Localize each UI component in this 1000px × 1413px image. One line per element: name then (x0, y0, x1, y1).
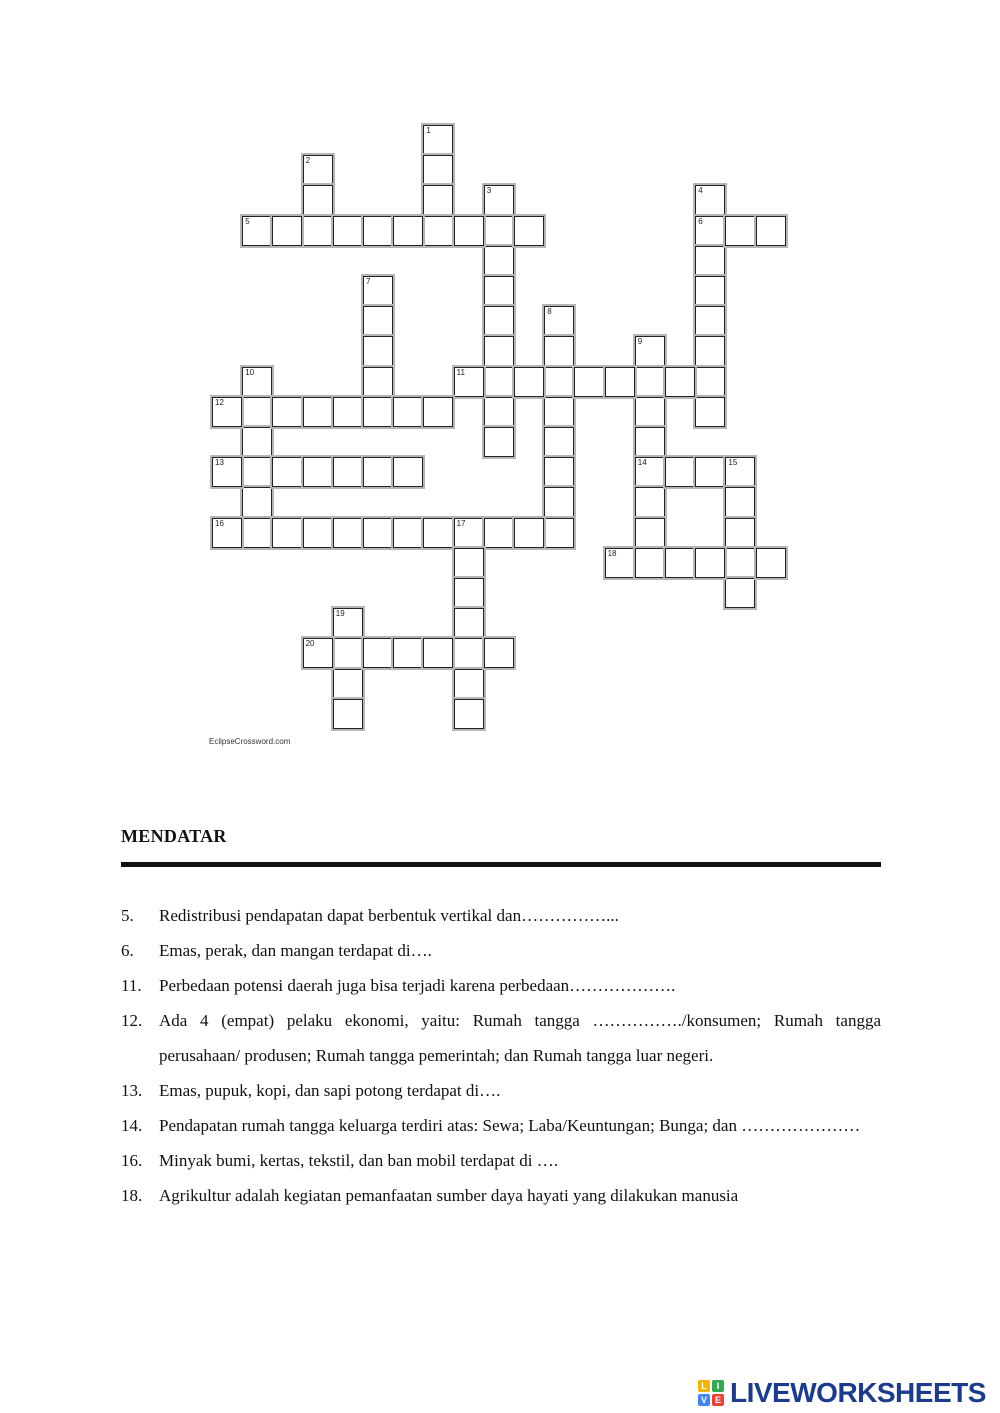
crossword-cell[interactable] (212, 397, 242, 427)
crossword-cell[interactable] (423, 125, 453, 155)
crossword-cell[interactable] (544, 518, 574, 548)
crossword-cell[interactable] (333, 608, 363, 638)
crossword-cell[interactable] (695, 336, 725, 366)
crossword-cell[interactable] (635, 548, 665, 578)
crossword-cell[interactable] (695, 306, 725, 336)
crossword-cell[interactable] (454, 578, 484, 608)
clue-number-label: 10 (245, 367, 255, 377)
crossword-cell[interactable] (303, 518, 333, 548)
crossword-cell[interactable] (212, 457, 242, 487)
crossword-cell[interactable] (695, 397, 725, 427)
crossword-cell[interactable] (363, 457, 393, 487)
clue-item (121, 1108, 881, 1143)
crossword-cell[interactable] (695, 216, 725, 246)
crossword-cell[interactable] (363, 518, 393, 548)
clue-number-label: 19 (335, 609, 345, 619)
clue-text: Redistribusi pendapatan dapat berbentuk vertikal dan……………... (159, 906, 619, 925)
crossword-cell[interactable] (363, 336, 393, 366)
crossword-cell[interactable] (242, 457, 272, 487)
crossword-cell[interactable] (303, 185, 333, 215)
clue-number-label: 3 (486, 186, 492, 196)
crossword-cell[interactable] (665, 548, 695, 578)
crossword-cell[interactable] (333, 216, 363, 246)
clue-item (121, 1073, 881, 1108)
crossword-cell[interactable] (725, 216, 755, 246)
crossword-cell[interactable] (423, 518, 453, 548)
crossword-cell[interactable] (333, 669, 363, 699)
clue-text: Minyak bumi, kertas, tekstil, dan ban mobil terdapat di …. (159, 1151, 558, 1170)
crossword-cell[interactable] (393, 216, 423, 246)
clue-number: 14. (121, 1116, 143, 1135)
crossword-cell[interactable] (242, 427, 272, 457)
crossword-cell[interactable] (454, 608, 484, 638)
crossword-cell[interactable] (605, 548, 635, 578)
crossword-cell[interactable] (242, 367, 272, 397)
crossword-cell[interactable] (303, 216, 333, 246)
clue-text: Perbedaan potensi daerah juga bisa terjadi karena perbedaan………………. (159, 976, 676, 995)
crossword-cell[interactable] (423, 185, 453, 215)
crossword-cell[interactable] (574, 367, 604, 397)
clue-number: 11. (121, 976, 142, 995)
crossword-cell[interactable] (544, 427, 574, 457)
crossword-cell[interactable] (725, 518, 755, 548)
crossword-cell[interactable] (484, 185, 514, 215)
crossword-cell[interactable] (303, 397, 333, 427)
crossword-cell[interactable] (484, 397, 514, 427)
clue-number-label: 16 (215, 518, 224, 528)
crossword-cell[interactable] (423, 638, 453, 668)
crossword-cell[interactable] (695, 457, 725, 487)
logo-letter: E (712, 1394, 724, 1406)
crossword-cell[interactable] (544, 397, 574, 427)
crossword-cell[interactable] (484, 246, 514, 276)
crossword-cell[interactable] (665, 457, 695, 487)
clue-item (121, 933, 881, 968)
crossword-cell[interactable] (544, 487, 574, 517)
crossword-cell[interactable] (484, 216, 514, 246)
crossword-cell[interactable] (635, 518, 665, 548)
crossword-cell[interactable] (635, 367, 665, 397)
clue-item (121, 968, 881, 1003)
liveworksheets-logo (698, 1376, 986, 1410)
crossword-cell[interactable] (725, 548, 755, 578)
clue-text: Agrikultur adalah kegiatan pemanfaatan sumber daya hayati yang dilakukan manusia (159, 1186, 739, 1205)
logo-letter: L (698, 1380, 710, 1392)
clue-item (121, 1178, 881, 1213)
crossword-cell[interactable] (484, 518, 514, 548)
crossword-cell[interactable] (756, 216, 786, 246)
crossword-cell[interactable] (242, 518, 272, 548)
clue-number-label: 4 (698, 186, 703, 196)
crossword-cell[interactable] (544, 457, 574, 487)
crossword-cell[interactable] (695, 185, 725, 215)
crossword-cell[interactable] (725, 487, 755, 517)
crossword-cell[interactable] (454, 216, 484, 246)
clue-number-label: 6 (698, 216, 703, 226)
clue-number-label: 13 (215, 458, 224, 468)
logo-text: LIVEWORKSHEETS (730, 1377, 986, 1408)
crossword-cell[interactable] (635, 336, 665, 366)
crossword-cell[interactable] (695, 276, 725, 306)
crossword-cell[interactable] (242, 397, 272, 427)
crossword-cell[interactable] (484, 336, 514, 366)
clue-number: 13. (121, 1081, 143, 1100)
logo-letter: V (698, 1394, 710, 1406)
crossword-cell[interactable] (242, 487, 272, 517)
clue-number-label: 18 (607, 548, 617, 558)
crossword-cell[interactable] (393, 457, 423, 487)
crossword-cell[interactable] (363, 638, 393, 668)
crossword-cell[interactable] (635, 397, 665, 427)
clue-text: Ada 4 (empat) pelaku ekonomi, yaitu: Rumah tangga ……………./konsumen; Rumah tangga perusahaan/ produsen; Rumah tangga pemerintah; dan Rumah tangga luar negeri. (159, 1011, 881, 1065)
crossword-cell[interactable] (303, 638, 333, 668)
crossword-cell[interactable] (484, 427, 514, 457)
clue-list (121, 898, 881, 1213)
crossword-cell[interactable] (272, 216, 302, 246)
crossword-cell[interactable] (605, 367, 635, 397)
crossword-cell[interactable] (363, 367, 393, 397)
crossword-cell[interactable] (514, 518, 544, 548)
crossword-cell[interactable] (695, 548, 725, 578)
crossword-cell[interactable] (423, 397, 453, 427)
clue-text: Emas, perak, dan mangan terdapat di…. (159, 941, 432, 960)
clue-item (121, 1143, 881, 1178)
logo-mark-icon (698, 1380, 724, 1406)
crossword-cell[interactable] (544, 336, 574, 366)
clue-number: 16. (121, 1151, 143, 1170)
crossword-cell[interactable] (635, 457, 665, 487)
crossword-cell[interactable] (484, 306, 514, 336)
crossword-cell[interactable] (695, 367, 725, 397)
crossword-cell[interactable] (423, 155, 453, 185)
clue-number-label: 5 (245, 216, 250, 226)
crossword-cell[interactable] (333, 397, 363, 427)
clue-number-label: 2 (305, 156, 311, 166)
crossword-cell[interactable] (454, 367, 484, 397)
crossword-cell[interactable] (635, 487, 665, 517)
crossword-cell[interactable] (484, 276, 514, 306)
clue-item (121, 898, 881, 933)
crossword-cell[interactable] (333, 638, 363, 668)
crossword-cell[interactable] (725, 578, 755, 608)
crossword-cell[interactable] (393, 638, 423, 668)
clue-number: 12. (121, 1011, 143, 1030)
crossword-cell[interactable] (363, 216, 393, 246)
crossword-cell[interactable] (393, 397, 423, 427)
crossword-cell[interactable] (544, 306, 574, 336)
crossword-cell[interactable] (454, 638, 484, 668)
clue-number-label: 8 (547, 307, 552, 317)
clue-number-label: 15 (728, 458, 738, 468)
logo-letter: I (712, 1380, 724, 1392)
crossword-cell[interactable] (484, 367, 514, 397)
crossword-cell[interactable] (333, 699, 363, 729)
crossword-cell[interactable] (635, 427, 665, 457)
crossword-cell[interactable] (544, 367, 574, 397)
crossword-cell[interactable] (725, 457, 755, 487)
crossword-cell[interactable] (393, 518, 423, 548)
clue-text: Emas, pupuk, kopi, dan sapi potong terdapat di…. (159, 1081, 501, 1100)
clue-text: Pendapatan rumah tangga keluarga terdiri atas: Sewa; Laba/Keuntungan; Bunga; dan ………………… (159, 1116, 861, 1135)
crossword-cell[interactable] (272, 457, 302, 487)
clue-number-label: 17 (456, 518, 466, 528)
crossword-cell[interactable] (756, 548, 786, 578)
crossword-cell[interactable] (363, 397, 393, 427)
crossword-cell[interactable] (454, 548, 484, 578)
clue-number-label: 1 (426, 126, 431, 135)
heading-divider (121, 862, 881, 867)
clue-number-label: 9 (637, 337, 643, 347)
crossword-cell[interactable] (514, 367, 544, 397)
crossword-cell[interactable] (303, 155, 333, 185)
crossword-cell[interactable] (454, 669, 484, 699)
crossword-cell[interactable] (303, 457, 333, 487)
clue-number-label: 7 (366, 277, 371, 286)
clue-item (121, 1003, 881, 1073)
crossword-cell[interactable] (484, 638, 514, 668)
clue-number: 5. (121, 906, 134, 925)
crossword-cell[interactable] (212, 518, 242, 548)
crossword-cell[interactable] (272, 397, 302, 427)
section-heading: MENDATAR (121, 826, 227, 846)
clue-number: 6. (121, 941, 134, 960)
crossword-cell[interactable] (363, 306, 393, 336)
crossword-cell[interactable] (665, 367, 695, 397)
clue-number: 18. (121, 1186, 143, 1205)
crossword-cell[interactable] (695, 246, 725, 276)
crossword-cell[interactable] (514, 216, 544, 246)
clue-number-label: 12 (215, 397, 224, 407)
crossword-cell[interactable] (454, 699, 484, 729)
crossword-cell[interactable] (363, 276, 393, 306)
clue-number-label: 20 (305, 639, 315, 649)
crossword-cell[interactable] (272, 518, 302, 548)
crossword-credit: EclipseCrossword.com (209, 737, 291, 746)
clue-number-label: 14 (637, 458, 647, 468)
crossword-cell[interactable] (454, 518, 484, 548)
crossword-cell[interactable] (423, 216, 453, 246)
crossword-cell[interactable] (333, 518, 363, 548)
crossword-cell[interactable] (242, 216, 272, 246)
clue-number-label: 11 (456, 367, 465, 377)
crossword-cell[interactable] (333, 457, 363, 487)
